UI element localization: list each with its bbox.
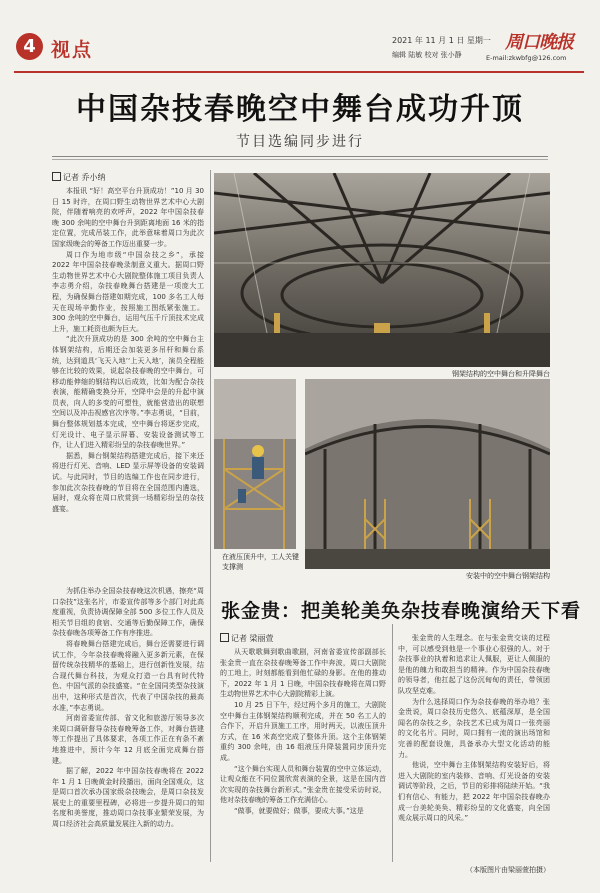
article1-paragraph: 据了解，2022 年中国杂技春晚将在 2022 年 1 月 1 日晚黄金时段播出，面向全国观众，这是周口首次承办国家级杂技晚会，是周口杂技发展史上的重要里程碑，必将进一步提升周口的知名度和美誉度，推动周口杂技事业繁荣发展，为周口经济社会高质量发展注入新的动力。: [52, 767, 204, 829]
photo-steel-stage: [214, 173, 550, 367]
article1-paragraph: 为抓住举办全国杂技春晚这次机遇，擦亮“周口杂技”这张名片，市委宣传部等多个部门对此高度重视，负责协调保障全部 500 多位工作人员及相关节目组的食宿、交通等后勤保障工作，确保杂技春晚各项筹备工作有序推进。: [52, 587, 204, 638]
article2-paragraph: 从天歌歌舞到歌曲歌剧，河南省委宣传部副部长张金贵一直在杂技春晚筹备工作中奔波，周口大剧院的工地上，时刻都能看到他忙碌的身影。在他的推动下，2022 年 1 月 1 日晚，中国杂技春晚将在周口野生动物世界艺术中心大剧院精彩上演。: [220, 648, 386, 699]
main-headline: 中国杂技春晚空中舞台成功升顶: [76, 92, 524, 127]
article1-paragraph: 周口作为地市级“中国杂技之乡”，承接 2022 年中国杂技春晚录制意义重大。据周口野生动物世界艺术中心大剧院整体施工项目负责人李志勇介绍，杂技春晚舞台搭建是一项庞大工程，为确保舞台搭建如期完成，100 多名工人每天在现场辛勤作业，按照施工图纸紧张施工。300 余吨的空中舞台，运用气压千斤顶技术完成上升，施工耗资也颇为巨大。: [52, 250, 204, 333]
article2-paragraph: “做事，就要做好；做事，要成大事。”这是: [234, 806, 364, 815]
article1-byline: 记者 乔小纳: [52, 172, 106, 183]
photo-workers: [214, 379, 296, 549]
photo-caption-right: 安装中的空中舞台钢架结构: [466, 572, 550, 580]
byline-box-icon: [52, 172, 61, 181]
byline-box-icon: [220, 633, 229, 642]
header-divider: [14, 71, 584, 73]
photo-caption-left: 在液压顶升中，工人关键支撑测: [222, 553, 299, 571]
issue-date: 2021 年 11 月 1 日 星期一: [392, 36, 491, 45]
article1-column-2: [52, 586, 204, 862]
article1-paragraph: 将春晚舞台搭建完成后，舞台还需要进行调试工作，今年杂技春晚将融入更多新元素，在保留传统杂技精华的基础上，进行创新性发展，结合现代舞台科技，为观众打造一台具有时代特色、中国气派的杂技盛宴。“在全国同类型杂技演出中，这种形式是首次，代表了中国杂技的最高水准，”李志勇说。: [52, 639, 204, 712]
article2-paragraph: 他说，空中舞台主体钢架结构安装好后，将进入大剧院的室内装修、音响、灯光设备的安装调试等阶段，之后，节目的彩排将陆续开始。“我们有信心、有能力，把 2022 年中国杂技春晚办成一台美轮美奂、精彩纷呈的文化盛宴，向全国观众展示周口的风采。”: [398, 761, 550, 823]
article1-column-1: [52, 186, 204, 582]
article2-paragraph: “这个舞台实现人员和舞台装置的空中立体运动，让观众能在不同位置欣赏表演的全景，这是在国内首次实现的杂技舞台新形式。”张金贵在接受采访时说，他对杂技春晚的筹备工作充满信心。: [220, 764, 386, 805]
photo-steel-frame: [305, 379, 550, 569]
headline-rule-thin: [52, 159, 548, 160]
main-subheadline: 节目选编同步进行: [236, 134, 364, 150]
article2-paragraph: 10 月 25 日下午，经过两个多月的施工，大剧院空中舞台主体钢架结构顺利完成，并在 50 名工人的合作下，开启升顶施工工序，用时两天，以液压顶升方式，在 16 米高空完成了整体升顶。这个主体钢架重约 300 余吨，由 16 组液压升降装置同步顶升完成。: [220, 700, 386, 762]
article2-headline: 张金贵：把美轮美奂杂技春晚演给天下看: [221, 600, 582, 622]
headline-rule: [52, 156, 548, 157]
article1-paragraph: 河南省委宣传部、省文化和旅游厅领导多次来周口调研督导杂技春晚筹备工作，对舞台搭建等工作提出了具体要求，各项工作正在有条不紊地推进中，预计今年 12 月底全面完成舞台搭建。: [52, 714, 204, 765]
article2-paragraph: 张金贵的人生理念。在与张金贵交谈的过程中，可以感受到他是一个事业心很强的人。对于杂技事业的执着和追求让人佩服，更让人佩服的是他的魄力和敢担当的精神。作为中国杂技春晚的领导者，他扛起了这份沉甸甸的责任，带领团队攻坚克难。: [398, 634, 550, 695]
contact-email: E-mail:zkwbfg@126.com: [486, 54, 567, 62]
editor-credit: 编辑 陆敏 校对 张小静: [392, 51, 462, 59]
photo-caption-top: 钢架结构的空中舞台和升降舞台: [452, 370, 550, 378]
article2-paragraph: 为什么选择周口作为杂技春晚的举办地？张金贵说，周口杂技历史悠久、底蕴深厚，是全国闻名的杂技之乡，杂技艺术已成为周口一张亮丽的文化名片。同时，周口拥有一流的演出场馆和完善的配套设施，具备承办大型文化活动的能力。: [398, 697, 550, 759]
page-number: 4: [16, 33, 43, 60]
article1-paragraph: 据悉，舞台钢架结构搭建完成后，接下来还将进行灯光、音响、LED 显示屏等设备的安装调试。与此同时，节目的选编工作也在同步进行，参加此次杂技春晚的节目将在全国范围内遴选，届时，观众将在周口欣赏到一场精彩纷呈的杂技盛宴。: [52, 451, 204, 513]
section-title: 视点: [51, 39, 94, 61]
article2-column-2: [398, 633, 550, 853]
newspaper-logo: 周口晚报: [505, 32, 573, 53]
photo-source-credit: （本版图片由梁丽萱拍摄）: [466, 866, 550, 874]
article1-paragraph: “此次升顶成功的是 300 余吨的空中舞台主体钢架结构，后期还会加装更多吊杆和舞台系统，达到道具‘飞天入地’‘上天入地’，演员全程能够在比较的效果，说起杂技春晚的空中舞台，可移动能伸缩的钢结构以后成效，比如为配合杂技表演，能精确变换分开，空降中会是的升起中演员表，向人的多变的可塑性，就能营造出的联想空间以及冲击视感官次序等。”李志勇说，“目前，舞台整体规划基本完成，空中舞台将逐步完成，灯光设计、电子显示屏幕、安装设备测试等工作，让人们进入精彩纷呈的杂技春晚世界。”: [52, 335, 204, 450]
article2-byline: 记者 梁丽萱: [220, 633, 274, 644]
article1-paragraph: 本报讯 “好！高空平台升顶成功！”10 月 30 日 15 时许，在周口野生动物世界艺术中心大剧院，伴随着响亮的欢呼声，2022 年中国杂技春晚 300 余吨的空中舞台升到距离地面 16 米的指定位置，完成吊装工作，此举意味着周口为此次国家级晚会的筹备工作迈出重要一步。: [52, 187, 204, 248]
column-divider: [210, 170, 211, 862]
article2-column-1: [220, 647, 386, 862]
column-divider: [392, 624, 393, 862]
